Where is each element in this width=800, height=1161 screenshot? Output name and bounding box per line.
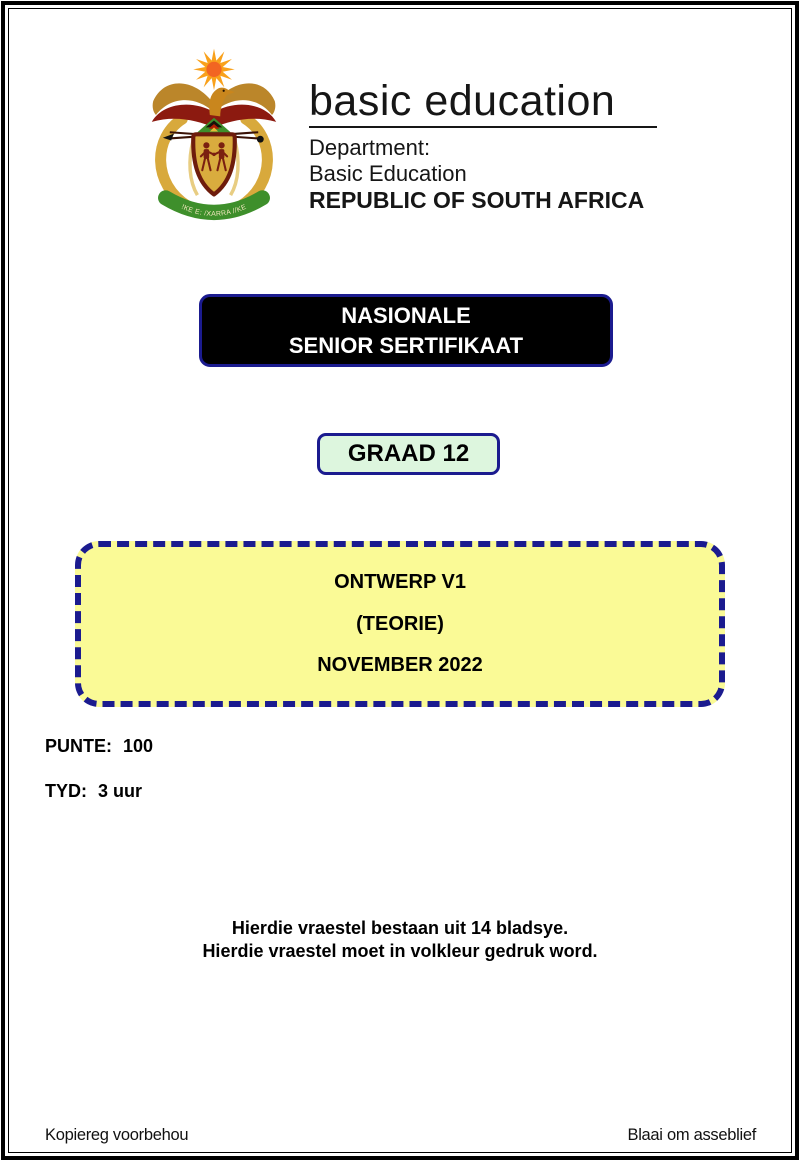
subject-title: ONTWERP V1 bbox=[334, 571, 466, 594]
time-label: TYD: bbox=[45, 781, 87, 801]
dept-line1: Department: bbox=[309, 135, 431, 161]
grade-box bbox=[317, 433, 500, 475]
department-wordmark bbox=[309, 78, 657, 214]
nsc-line2: SENIOR SERTIFIKAAT bbox=[288, 332, 524, 358]
wordmark-rule bbox=[309, 126, 657, 128]
paper-note-line1: Hierdie vraestel bestaan uit 14 bladsye. bbox=[231, 918, 569, 938]
grade-label: GRAAD 12 bbox=[347, 440, 470, 467]
page-footer bbox=[45, 1126, 756, 1145]
knobkierie-knob bbox=[257, 136, 264, 143]
subject-session: NOVEMBER 2022 bbox=[317, 653, 483, 676]
motto-banner bbox=[166, 198, 263, 213]
wordmark-title: basic education bbox=[309, 77, 616, 125]
coat-of-arms-logo bbox=[138, 33, 290, 237]
nsc-banner bbox=[199, 294, 613, 367]
paper-note bbox=[0, 917, 800, 963]
time-row bbox=[45, 781, 142, 802]
paper-note-line2: Hierdie vraestel moet in volkleur gedruk word. bbox=[202, 941, 598, 962]
dept-line3: REPUBLIC OF SOUTH AFRICA bbox=[309, 187, 645, 214]
bird-eye bbox=[223, 90, 225, 92]
nsc-line1: NASIONALE bbox=[341, 302, 471, 328]
copyright-note: Kopiereg voorbehou bbox=[45, 1126, 189, 1144]
time-value: 3 uur bbox=[98, 781, 143, 801]
dept-line2: Basic Education bbox=[309, 160, 467, 186]
shield bbox=[193, 134, 235, 194]
marks-row bbox=[45, 736, 153, 757]
marks-label: PUNTE: bbox=[45, 736, 112, 756]
subject-box bbox=[75, 541, 725, 707]
subject-subtitle: (TEORIE) bbox=[356, 612, 444, 635]
sun-core bbox=[206, 62, 221, 77]
turn-over-note: Blaai om asseblief bbox=[627, 1126, 756, 1144]
marks-value: 100 bbox=[123, 736, 154, 756]
motto-text: !KE E: /XARRA //KE bbox=[180, 203, 248, 218]
coat-of-arms-icon bbox=[138, 33, 290, 237]
